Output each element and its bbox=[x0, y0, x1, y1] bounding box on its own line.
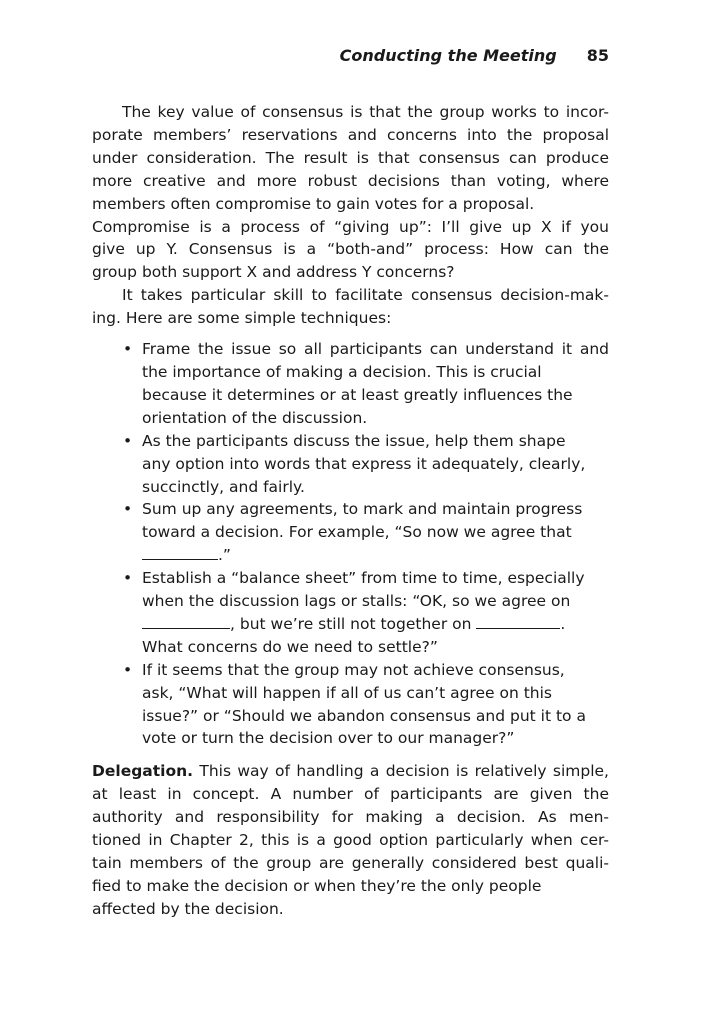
text-line: give up Y. Consensus is a “both-and” process: How can the bbox=[92, 240, 609, 259]
text-line: Frame the issue so all participants can understand it and bbox=[142, 340, 609, 359]
text-line bbox=[92, 760, 609, 783]
text-line: more creative and more robust decisions than voting, where bbox=[92, 171, 609, 190]
text-line: succinctly, and fairly. bbox=[142, 477, 305, 496]
page-body bbox=[92, 101, 609, 921]
text-line bbox=[142, 613, 609, 636]
text-line: porate members’ reservations and concerns into the proposal bbox=[92, 125, 609, 144]
page-number: 85 bbox=[586, 46, 609, 65]
text-line: under consideration. The result is that consensus can produce bbox=[92, 148, 609, 167]
bullet-icon: • bbox=[123, 660, 133, 679]
bullet-icon: • bbox=[123, 340, 133, 359]
text-line: authority and responsibility for making a decision. As men- bbox=[92, 808, 609, 827]
technique-list bbox=[92, 338, 609, 750]
bullet-icon: • bbox=[123, 431, 133, 450]
text-line: any option into words that express it adequately, clearly, bbox=[142, 454, 586, 473]
running-header bbox=[340, 46, 609, 65]
paragraph-delegation bbox=[92, 760, 609, 920]
text-line: members often compromise to gain votes for a proposal. bbox=[92, 194, 535, 213]
section-heading: Delegation. bbox=[92, 762, 194, 781]
text-line: tain members of the group are generally considered best quali- bbox=[92, 854, 609, 872]
text-line: fied to make the decision or when they’re the only people bbox=[92, 876, 542, 895]
text-line: because it determines or at least greatly influences the bbox=[142, 385, 573, 404]
list-item bbox=[92, 498, 609, 567]
list-item bbox=[92, 338, 609, 430]
text-line: vote or turn the decision over to our manager?” bbox=[142, 729, 515, 748]
text-line: If it seems that the group may not achieve consensus, bbox=[142, 660, 565, 679]
list-item bbox=[92, 430, 609, 499]
bullet-icon: • bbox=[123, 569, 133, 588]
text-line: ask, “What will happen if all of us can’t agree on this bbox=[142, 683, 552, 702]
text-line: orientation of the discussion. bbox=[142, 408, 368, 427]
fill-in-blank bbox=[476, 614, 560, 629]
text-line: group both support X and address Y concerns? bbox=[92, 263, 455, 282]
text-line: ing. Here are some simple techniques: bbox=[92, 309, 392, 328]
fill-in-blank bbox=[142, 545, 218, 560]
list-item bbox=[92, 659, 609, 751]
text-line: toward a decision. For example, “So now we agree that bbox=[142, 523, 572, 542]
text-line: The key value of consensus is that the group works to incor- bbox=[122, 103, 609, 121]
text-line: As the participants discuss the issue, help them shape bbox=[142, 431, 566, 450]
text-line: It takes particular skill to facilitate consensus decision-mak- bbox=[122, 286, 609, 305]
bullet-icon: • bbox=[123, 500, 133, 519]
running-header-title: Conducting the Meeting bbox=[339, 46, 557, 65]
text-fragment: , but we’re still not together on bbox=[230, 614, 472, 633]
text-line: when the discussion lags or stalls: “OK, so we agree on bbox=[142, 592, 571, 611]
text-line: affected by the decision. bbox=[92, 899, 284, 918]
text-fragment: . bbox=[560, 614, 566, 633]
text-line: the importance of making a decision. This is crucial bbox=[142, 362, 542, 381]
text-line: Compromise is a process of “giving up”: I’ll give up X if you bbox=[92, 217, 609, 236]
text-fragment: .” bbox=[218, 546, 231, 565]
text-line bbox=[142, 544, 609, 567]
text-line: Sum up any agreements, to mark and maintain progress bbox=[142, 500, 583, 519]
text-fragment: This way of handling a decision is relatively simple, bbox=[199, 762, 609, 781]
text-line: tioned in Chapter 2, this is a good option particularly when cer- bbox=[92, 831, 609, 850]
text-line: at least in concept. A number of participants are given the bbox=[92, 785, 609, 804]
fill-in-blank bbox=[142, 614, 230, 629]
list-item bbox=[92, 567, 609, 659]
text-line: issue?” or “Should we abandon consensus and put it to a bbox=[142, 706, 586, 725]
text-line: What concerns do we need to settle?” bbox=[142, 637, 438, 656]
paragraph-consensus-value bbox=[92, 101, 609, 284]
paragraph-facilitation bbox=[92, 284, 609, 330]
text-line: Establish a “balance sheet” from time to time, especially bbox=[142, 569, 585, 588]
